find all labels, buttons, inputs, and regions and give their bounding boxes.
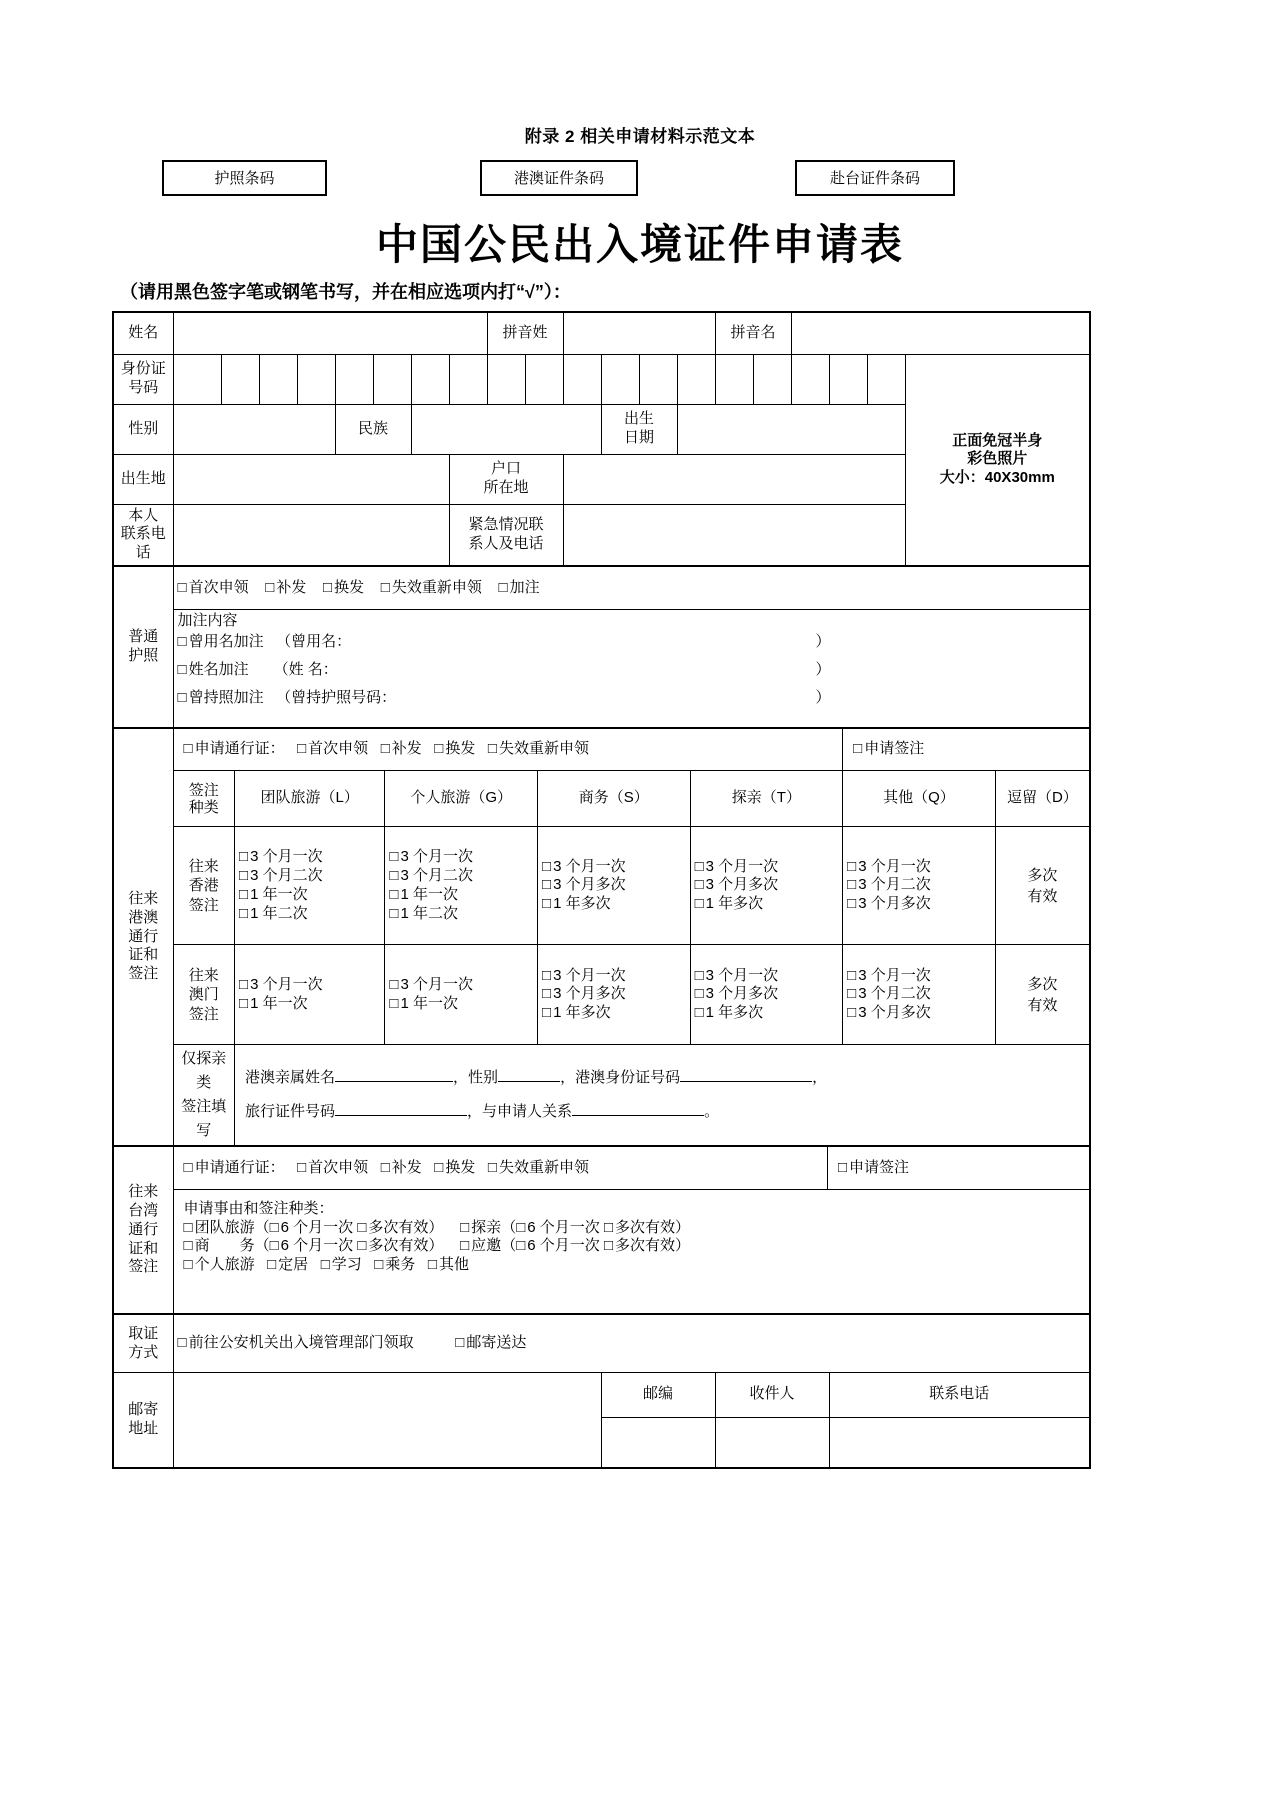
taiwan-reason-row-0 [184, 1219, 1080, 1238]
page-title: 中国公民出入境证件申请表 [375, 221, 904, 268]
checkbox-taiwan-invitation[interactable]: □ 应邀 [460, 1237, 501, 1254]
taiwan-label-c3: 证和 [128, 1239, 159, 1257]
hk-stay-value [995, 827, 1089, 945]
label-household-line1: 户口 [491, 460, 522, 478]
hk-group-tour-options [235, 827, 385, 945]
id-digit-cell[interactable] [525, 354, 563, 404]
checkbox-mo-T-0[interactable]: □ 3 个月一次 [695, 967, 839, 986]
hk-business-options [538, 827, 691, 945]
taiwan-reason-title: 申请事由和签注种类： [183, 1199, 334, 1217]
id-digit-cell[interactable] [259, 354, 297, 404]
checkbox-taiwan-crew[interactable]: □ 乘务 [374, 1256, 415, 1273]
id-digit-cell[interactable] [867, 354, 905, 404]
header-business: 商务（S） [538, 771, 691, 827]
id-digit-cell[interactable] [563, 354, 601, 404]
hk-label-line3: 签注 [188, 896, 219, 914]
checkbox-hk-L-3[interactable]: □ 1 年二次 [239, 905, 380, 924]
id-digit-cell[interactable] [829, 354, 867, 404]
label-emergency-line2: 系人及电话 [468, 534, 544, 552]
relative-gender-label: ，性别 [453, 1068, 499, 1086]
id-digit-cell[interactable] [411, 354, 449, 404]
label-pinyin-given: 拼音名 [715, 312, 791, 354]
mo-stay-line1: 多次 [1027, 975, 1058, 993]
mailing-label-line1: 邮寄 [128, 1401, 159, 1419]
checkbox-mo-T-2[interactable]: □ 1 年多次 [695, 1004, 839, 1023]
checkbox-taiwan-business-multi[interactable]: □ 多次有效 [357, 1237, 428, 1254]
label-birthdate [601, 404, 677, 454]
header-stay: 逗留（D） [995, 771, 1089, 827]
checkbox-mo-T-1[interactable]: □ 3 个月多次 [695, 985, 839, 1004]
header-group-tour: 团队旅游（L） [235, 771, 385, 827]
mo-family-options [690, 945, 843, 1045]
row-id-number [113, 354, 1090, 404]
mo-label-line3: 签注 [188, 1005, 219, 1023]
mo-label-line2: 澳门 [188, 986, 219, 1003]
checkbox-hk-T-0[interactable]: □ 3 个月一次 [695, 858, 839, 877]
label-household [449, 454, 563, 504]
relative-line-2 [245, 1103, 1079, 1122]
header-family-visit: 探亲（T） [690, 771, 843, 827]
row-passport-annotation [113, 610, 1090, 728]
label-macau-endorsement [174, 945, 235, 1045]
label-pinyin-surname: 拼音姓 [487, 312, 563, 354]
field-birthdate[interactable] [677, 404, 905, 454]
section-label-passport [113, 566, 173, 728]
relationship-label: ，与申请人关系 [467, 1103, 573, 1121]
hkmacau-relative-row [174, 1045, 1090, 1146]
checkbox-hkmacau-renew[interactable]: □ 换发 [434, 740, 475, 757]
relative-idno-label: ，港澳身份证号码 [560, 1068, 681, 1086]
id-digit-cell[interactable] [601, 354, 639, 404]
relative-fields [235, 1045, 1090, 1146]
label-household-line2: 所在地 [483, 479, 529, 496]
id-digit-cell[interactable] [173, 354, 221, 404]
hkmacau-macau-row [174, 945, 1090, 1045]
id-digit-cell[interactable] [297, 354, 335, 404]
hkmacau-body [173, 728, 1090, 1147]
checkbox-hk-S-0[interactable]: □ 3 个月一次 [542, 858, 686, 877]
checkbox-passport-expired-reapply[interactable]: □ 失效重新申领 [381, 579, 482, 596]
field-own-phone[interactable] [173, 504, 449, 566]
annotation-row-former-passport [178, 689, 1086, 717]
hkmacau-table-header [174, 771, 1090, 827]
id-digit-cell[interactable] [449, 354, 487, 404]
relative-name-label: 港澳亲属姓名 [245, 1068, 336, 1086]
checkbox-taiwan-group-multi[interactable]: □ 多次有效 [357, 1219, 428, 1236]
annotation-paren-open-0: （曾用名： [276, 633, 352, 650]
label-gender: 性别 [113, 404, 173, 454]
passport-annotation-block [173, 610, 1090, 728]
application-form-table [112, 311, 1091, 1469]
row-passport-apply [113, 566, 1090, 610]
hkmacau-hongkong-row [174, 827, 1090, 945]
mo-stay-line2: 有效 [1027, 996, 1058, 1014]
checkbox-hk-T-1[interactable]: □ 3 个月多次 [695, 876, 839, 895]
checkbox-taiwan-first[interactable]: □ 首次申领 [297, 1159, 368, 1176]
checkbox-mo-S-1[interactable]: □ 3 个月多次 [542, 985, 686, 1004]
checkbox-taiwan-reissue[interactable]: □ 补发 [381, 1159, 422, 1176]
label-id-number-line1: 身份证 [120, 360, 166, 378]
annotation-paren-open-2: （曾持护照号码： [276, 689, 397, 706]
checkbox-taiwan-apply-permit[interactable]: □ 申请通行证： [184, 1159, 285, 1176]
checkbox-taiwan-family-multi[interactable]: □ 多次有效 [604, 1219, 675, 1236]
id-digit-cell[interactable] [753, 354, 791, 404]
taiwan-apply-options [174, 1147, 828, 1189]
tw-paren-open-0: （ [254, 1218, 270, 1236]
relative-line-1 [245, 1069, 1079, 1088]
checkbox-former-passport-annotation[interactable]: □ 曾持照加注 [178, 689, 264, 706]
checkbox-taiwan-invitation-6month[interactable]: □ 6 个月一次 [516, 1237, 600, 1254]
row-mailing-header [113, 1372, 1090, 1417]
checkbox-taiwan-group-tour[interactable]: □ 团队旅游 [184, 1219, 255, 1236]
hkmacau-label-c4: 签注 [128, 965, 159, 983]
relative-line2-end: 。 [704, 1103, 720, 1121]
checkbox-hk-G-1[interactable]: □ 3 个月二次 [389, 867, 533, 886]
label-birthplace: 出生地 [113, 454, 173, 504]
id-digit-cell[interactable] [639, 354, 677, 404]
tw-paren-close-0: ） [428, 1218, 444, 1236]
collection-options [173, 1314, 1090, 1372]
checkbox-former-name-annotation[interactable]: □ 曾用名加注 [178, 633, 264, 650]
label-own-phone [113, 504, 173, 566]
field-gender[interactable] [173, 404, 335, 454]
checkbox-taiwan-business[interactable]: □ 商 务 [184, 1237, 255, 1254]
checkbox-hk-S-1[interactable]: □ 3 个月多次 [542, 876, 686, 895]
fill-instruction: （请用黑色签字笔或钢笔书写，并在相应选项内打“√”）： [120, 282, 571, 302]
field-contact-phone[interactable] [829, 1417, 1090, 1468]
header-other: 其他（Q） [843, 771, 996, 827]
checkbox-taiwan-invitation-multi[interactable]: □ 多次有效 [604, 1237, 675, 1254]
tw-paren-open-1: （ [254, 1237, 270, 1255]
header-endorsement-kind [174, 771, 235, 827]
hkmacau-apply-options [174, 729, 843, 771]
taiwan-reason-block [174, 1189, 1090, 1313]
checkbox-hkmacau-expired-reapply[interactable]: □ 失效重新申领 [488, 740, 589, 757]
checkbox-mo-Q-0[interactable]: □ 3 个月一次 [847, 967, 991, 986]
label-emergency-line1: 紧急情况联 [468, 515, 544, 533]
hkmacau-label-c0: 往来 [128, 890, 159, 908]
header-kind-line1: 签注 [188, 781, 219, 799]
travel-doc-label: 旅行证件号码 [245, 1103, 336, 1121]
checkbox-taiwan-family-6month[interactable]: □ 6 个月一次 [516, 1219, 600, 1236]
header-postcode: 邮编 [601, 1372, 715, 1417]
collection-label-line1: 取证 [128, 1324, 159, 1342]
checkbox-hkmacau-endorsement[interactable]: □ 申请签注 [853, 740, 924, 757]
collection-label-line2: 方式 [128, 1343, 159, 1361]
id-digit-cell[interactable] [677, 354, 715, 404]
checkbox-hk-G-2[interactable]: □ 1 年一次 [389, 886, 533, 905]
taiwan-label-c2: 通行 [128, 1220, 159, 1238]
hk-individual-options [385, 827, 538, 945]
annotation-row-name [178, 661, 1086, 689]
field-mailing-address[interactable] [173, 1372, 601, 1468]
checkbox-hk-T-2[interactable]: □ 1 年多次 [695, 895, 839, 914]
label-collection-method [113, 1314, 173, 1372]
checkbox-hk-Q-0[interactable]: □ 3 个月一次 [847, 858, 991, 877]
id-digit-cell[interactable] [335, 354, 373, 404]
id-digit-cell[interactable] [715, 354, 753, 404]
barcode-box-passport: 护照条码 [162, 160, 327, 196]
travel-doc-input[interactable] [335, 1115, 467, 1116]
photo-line2: 彩色照片 [967, 450, 1028, 468]
taiwan-inner-table [174, 1147, 1090, 1313]
mo-individual-options [385, 945, 538, 1045]
field-recipient[interactable] [715, 1417, 829, 1468]
checkbox-taiwan-family[interactable]: □ 探亲 [460, 1219, 501, 1236]
annotation-paren-close-1: ） [815, 661, 831, 678]
checkbox-taiwan-group-6month[interactable]: □ 6 个月一次 [270, 1219, 354, 1236]
tw-rparen-open-0: （ [501, 1218, 517, 1236]
field-ethnicity[interactable] [411, 404, 601, 454]
hk-stay-line1: 多次 [1027, 866, 1058, 884]
checkbox-hk-L-1[interactable]: □ 3 个月二次 [239, 867, 380, 886]
photo-line1: 正面免冠半身 [952, 431, 1043, 449]
mo-group-tour-options [235, 945, 385, 1045]
barcode-row [120, 160, 1160, 198]
photo-line3: 大小：40X30mm [939, 469, 1055, 486]
checkbox-collect-in-person[interactable]: □ 前往公安机关出入境管理部门领取 [178, 1334, 414, 1351]
checkbox-hk-L-0[interactable]: □ 3 个月一次 [239, 848, 380, 867]
taiwan-body [173, 1146, 1090, 1314]
hkmacau-inner-table [174, 729, 1090, 1146]
checkbox-taiwan-expired-reapply[interactable]: □ 失效重新申领 [488, 1159, 589, 1176]
photo-placeholder [905, 354, 1090, 566]
header-contact-phone: 联系电话 [829, 1372, 1090, 1417]
checkbox-taiwan-renew[interactable]: □ 换发 [434, 1159, 475, 1176]
checkbox-taiwan-study[interactable]: □ 学习 [321, 1256, 362, 1273]
checkbox-hk-S-2[interactable]: □ 1 年多次 [542, 895, 686, 914]
relative-label-line2: 签注填写 [181, 1098, 227, 1140]
hkmacau-endorsement-option [843, 729, 1089, 771]
tw-paren-close-1: ） [428, 1237, 444, 1255]
label-mailing-address [113, 1372, 173, 1468]
annotation-paren-close-2: ） [815, 689, 831, 706]
relative-idno-input[interactable] [680, 1081, 812, 1082]
checkbox-hk-Q-1[interactable]: □ 3 个月二次 [847, 876, 991, 895]
barcode-box-hkmacau: 港澳证件条码 [480, 160, 638, 196]
header-recipient: 收件人 [715, 1372, 829, 1417]
checkbox-mo-L-0[interactable]: □ 3 个月一次 [239, 976, 380, 995]
checkbox-passport-reissue[interactable]: □ 补发 [265, 579, 306, 596]
annotation-paren-close-0: ） [815, 633, 831, 650]
section-label-taiwan [113, 1146, 173, 1314]
id-digit-cell[interactable] [373, 354, 411, 404]
taiwan-label-c1: 台湾 [128, 1202, 159, 1220]
label-relative-only [174, 1045, 235, 1146]
checkbox-mo-S-2[interactable]: □ 1 年多次 [542, 1004, 686, 1023]
field-pinyin-given[interactable] [791, 312, 1090, 354]
section-label-passport-line1: 普通 [128, 628, 159, 645]
relative-line1-end: ， [812, 1068, 828, 1086]
section-label-passport-line2: 护照 [128, 646, 159, 664]
checkbox-mo-L-1[interactable]: □ 1 年一次 [239, 995, 380, 1014]
relative-label-line1: 仅探亲类 [181, 1050, 227, 1092]
checkbox-hkmacau-first[interactable]: □ 首次申领 [297, 740, 368, 757]
annotation-row-former-name [178, 633, 1086, 661]
passport-apply-options [173, 566, 1090, 610]
hk-stay-line2: 有效 [1027, 887, 1058, 905]
taiwan-reason-row [174, 1189, 1090, 1313]
label-birthdate-line2: 日期 [624, 429, 655, 446]
label-emergency-contact [449, 504, 563, 566]
taiwan-reason-row-2 [184, 1256, 1080, 1275]
label-name: 姓名 [113, 312, 173, 354]
label-ethnicity: 民族 [335, 404, 411, 454]
mo-label-line1: 往来 [188, 966, 219, 984]
checkbox-hk-Q-2[interactable]: □ 3 个月多次 [847, 895, 991, 914]
tw-rparen-open-1: （ [501, 1237, 517, 1255]
checkbox-hkmacau-apply-permit[interactable]: □ 申请通行证： [184, 740, 285, 757]
annotation-title: 加注内容 [177, 612, 238, 630]
field-name[interactable] [173, 312, 487, 354]
id-digit-cell[interactable] [791, 354, 829, 404]
checkbox-mo-Q-2[interactable]: □ 3 个月多次 [847, 1004, 991, 1023]
checkbox-mo-Q-1[interactable]: □ 3 个月二次 [847, 985, 991, 1004]
checkbox-taiwan-other[interactable]: □ 其他 [428, 1256, 469, 1273]
hkmacau-label-c1: 港澳 [128, 908, 159, 926]
row-taiwan [113, 1146, 1090, 1314]
label-own-phone-line1: 本人 [128, 506, 159, 524]
relationship-input[interactable] [572, 1115, 704, 1116]
checkbox-name-annotation[interactable]: □ 姓名加注 [178, 661, 249, 678]
field-household[interactable] [563, 454, 905, 504]
checkbox-taiwan-settle[interactable]: □ 定居 [267, 1256, 308, 1273]
taiwan-endorsement-option [827, 1147, 1089, 1189]
relative-gender-input[interactable] [498, 1081, 560, 1082]
checkbox-taiwan-endorsement[interactable]: □ 申请签注 [838, 1159, 909, 1176]
id-digit-cell[interactable] [221, 354, 259, 404]
label-birthdate-line1: 出生 [624, 410, 655, 428]
appendix-title: 附录 2 相关申请材料示范文本 [524, 127, 756, 146]
label-id-number-line2: 号码 [128, 379, 159, 396]
tw-rparen-close-0: ） [675, 1218, 691, 1236]
checkbox-mo-S-0[interactable]: □ 3 个月一次 [542, 967, 686, 986]
mo-other-options [843, 945, 996, 1045]
hkmacau-label-c3: 证和 [128, 946, 159, 964]
taiwan-apply-row [174, 1147, 1090, 1189]
checkbox-taiwan-business-6month[interactable]: □ 6 个月一次 [270, 1237, 354, 1254]
hk-label-line1: 往来 [188, 857, 219, 875]
checkbox-hkmacau-reissue[interactable]: □ 补发 [381, 740, 422, 757]
hk-family-options [690, 827, 843, 945]
hkmacau-label-c2: 通行 [128, 927, 159, 945]
field-postcode[interactable] [601, 1417, 715, 1468]
header-individual-tour: 个人旅游（G） [385, 771, 538, 827]
checkbox-hk-G-3[interactable]: □ 1 年二次 [389, 905, 533, 924]
hkmacau-apply-row [174, 729, 1090, 771]
taiwan-reason-row-1 [184, 1237, 1080, 1256]
mailing-label-line2: 地址 [128, 1420, 159, 1437]
id-digit-cell[interactable] [487, 354, 525, 404]
checkbox-passport-first[interactable]: □ 首次申领 [178, 579, 249, 596]
mo-business-options [538, 945, 691, 1045]
hk-label-line2: 香港 [188, 877, 219, 894]
checkbox-passport-annotation[interactable]: □ 加注 [499, 579, 540, 596]
checkbox-hk-L-2[interactable]: □ 1 年一次 [239, 886, 380, 905]
checkbox-collect-by-mail[interactable]: □ 邮寄送达 [455, 1334, 526, 1351]
header-kind-line2: 种类 [188, 798, 219, 816]
label-own-phone-line2: 联系电话 [120, 525, 166, 561]
annotation-paren-open-1: （姓 名： [273, 661, 338, 678]
row-collection-method [113, 1314, 1090, 1372]
checkbox-hk-G-0[interactable]: □ 3 个月一次 [389, 848, 533, 867]
label-id-number [113, 354, 173, 404]
checkbox-taiwan-individual-tour[interactable]: □ 个人旅游 [184, 1256, 255, 1273]
taiwan-label-c4: 签注 [128, 1258, 159, 1276]
taiwan-label-c0: 往来 [128, 1183, 159, 1201]
section-label-hkmacau [113, 728, 173, 1147]
barcode-box-taiwan: 赴台证件条码 [795, 160, 955, 196]
mo-stay-value [995, 945, 1089, 1045]
relative-name-input[interactable] [335, 1081, 453, 1082]
row-hkmacau [113, 728, 1090, 1147]
label-hongkong-endorsement [174, 827, 235, 945]
checkbox-mo-G-0[interactable]: □ 3 个月一次 [389, 976, 533, 995]
checkbox-mo-G-1[interactable]: □ 1 年一次 [389, 995, 533, 1014]
field-emergency-contact[interactable] [563, 504, 905, 566]
checkbox-passport-renew[interactable]: □ 换发 [323, 579, 364, 596]
field-pinyin-surname[interactable] [563, 312, 715, 354]
hk-other-options [843, 827, 996, 945]
field-birthplace[interactable] [173, 454, 449, 504]
row-name [113, 312, 1090, 354]
tw-rparen-close-1: ） [675, 1237, 691, 1255]
